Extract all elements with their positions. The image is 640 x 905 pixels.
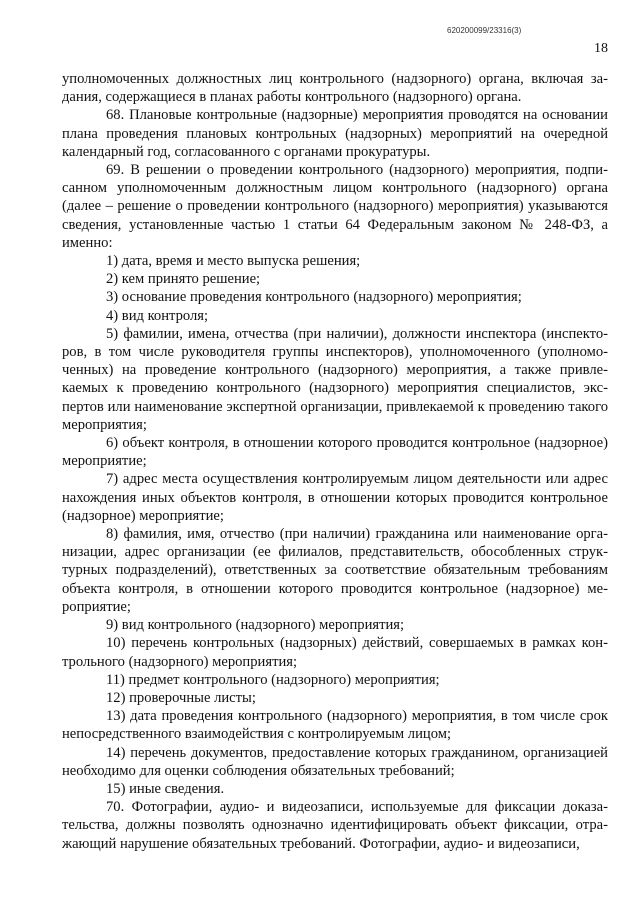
list-item-15: 15) иные сведения. — [106, 780, 225, 797]
paragraph-continuation: уполномоченных должностных лиц контрольного (надзорного) органа, включая задания, содержащиеся в планах работы контрольного (надзорного) органа. — [62, 71, 608, 106]
page-number: 18 — [594, 41, 608, 56]
list-item-6: 6) объект контроля, в отношении которого проводится контрольное (надзорное) мероприятие; — [62, 435, 608, 470]
list-item-7: 7) адрес места осуществления контролируемым лицом деятельности или адрес нахождения иных объектов контроля, в отношении которых проводится контрольное (надзорное) мероприятие; — [62, 471, 608, 524]
list-item-11: 11) предмет контрольного (надзорного) мероприятия; — [106, 671, 440, 688]
paragraph-69: 69. В решении о проведении контрольного (надзорного) мероприятия, подписанном уполномоченным должностным лицом контрольного (надзорного) органа (далее – решение о проведении контрольного (надзорного) мероприятия) указываются сведения, установленные частью 1 статьи 64 Федеральным законом № 248-ФЗ, а именно: — [62, 162, 608, 251]
list-item-4: 4) вид контроля; — [106, 307, 209, 324]
list-item-2: 2) кем принято решение; — [106, 271, 261, 288]
paragraph-68: 68. Плановые контрольные (надзорные) мероприятия проводятся на основании плана проведения плановых контрольных (надзорных) мероприятий на очередной календарный год, согласованного с органами прокуратуры. — [62, 107, 608, 160]
list-item-3: 3) основание проведения контрольного (надзорного) мероприятия; — [106, 289, 522, 306]
document-body — [62, 70, 608, 853]
list-item-14: 14) перечень документов, предоставление которых гражданином, организацией необходимо для оценки соблюдения обязательных требований; — [62, 744, 608, 779]
list-item-8: 8) фамилия, имя, отчество (при наличии) гражданина или наименование организации, адрес организации (ее филиалов, представительств, обособленных структурных подразделений), ответственных за соответствие обязательным требованиям объекта контроля, в отношении которого проводится контрольное (надзорное) мероприятие; — [62, 526, 608, 615]
document-code: 620200099/23316(3) — [447, 26, 522, 35]
list-item-9: 9) вид контрольного (надзорного) мероприятия; — [106, 617, 405, 634]
list-item-12: 12) проверочные листы; — [106, 689, 256, 706]
list-item-1: 1) дата, время и место выпуска решения; — [106, 253, 361, 270]
list-item-10: 10) перечень контрольных (надзорных) действий, совершаемых в рамках контрольного (надзорного) мероприятия; — [62, 635, 608, 670]
list-item-13: 13) дата проведения контрольного (надзорного) мероприятия, в том числе срок непосредственного взаимодействия с контролируемым лицом; — [62, 708, 608, 743]
list-item-5: 5) фамилии, имена, отчества (при наличии), должности инспектора (инспекторов, в том числе руководителя группы инспекторов), уполномоченного (уполномоченных) на проведение контрольного (надзорного) мероприятия, а также привлекаемых к проведению контрольного (надзорного) мероприятия специалистов, экспертов или наименование экспертной организации, привлекаемой к проведению такого мероприятия; — [62, 325, 608, 433]
paragraph-70: 70. Фотографии, аудио- и видеозаписи, используемые для фиксации доказательства, должны позволять однозначно идентифицировать объект фиксации, отражающий нарушение обязательных требований. Фотографии, аудио- и видеозаписи, — [62, 799, 608, 852]
